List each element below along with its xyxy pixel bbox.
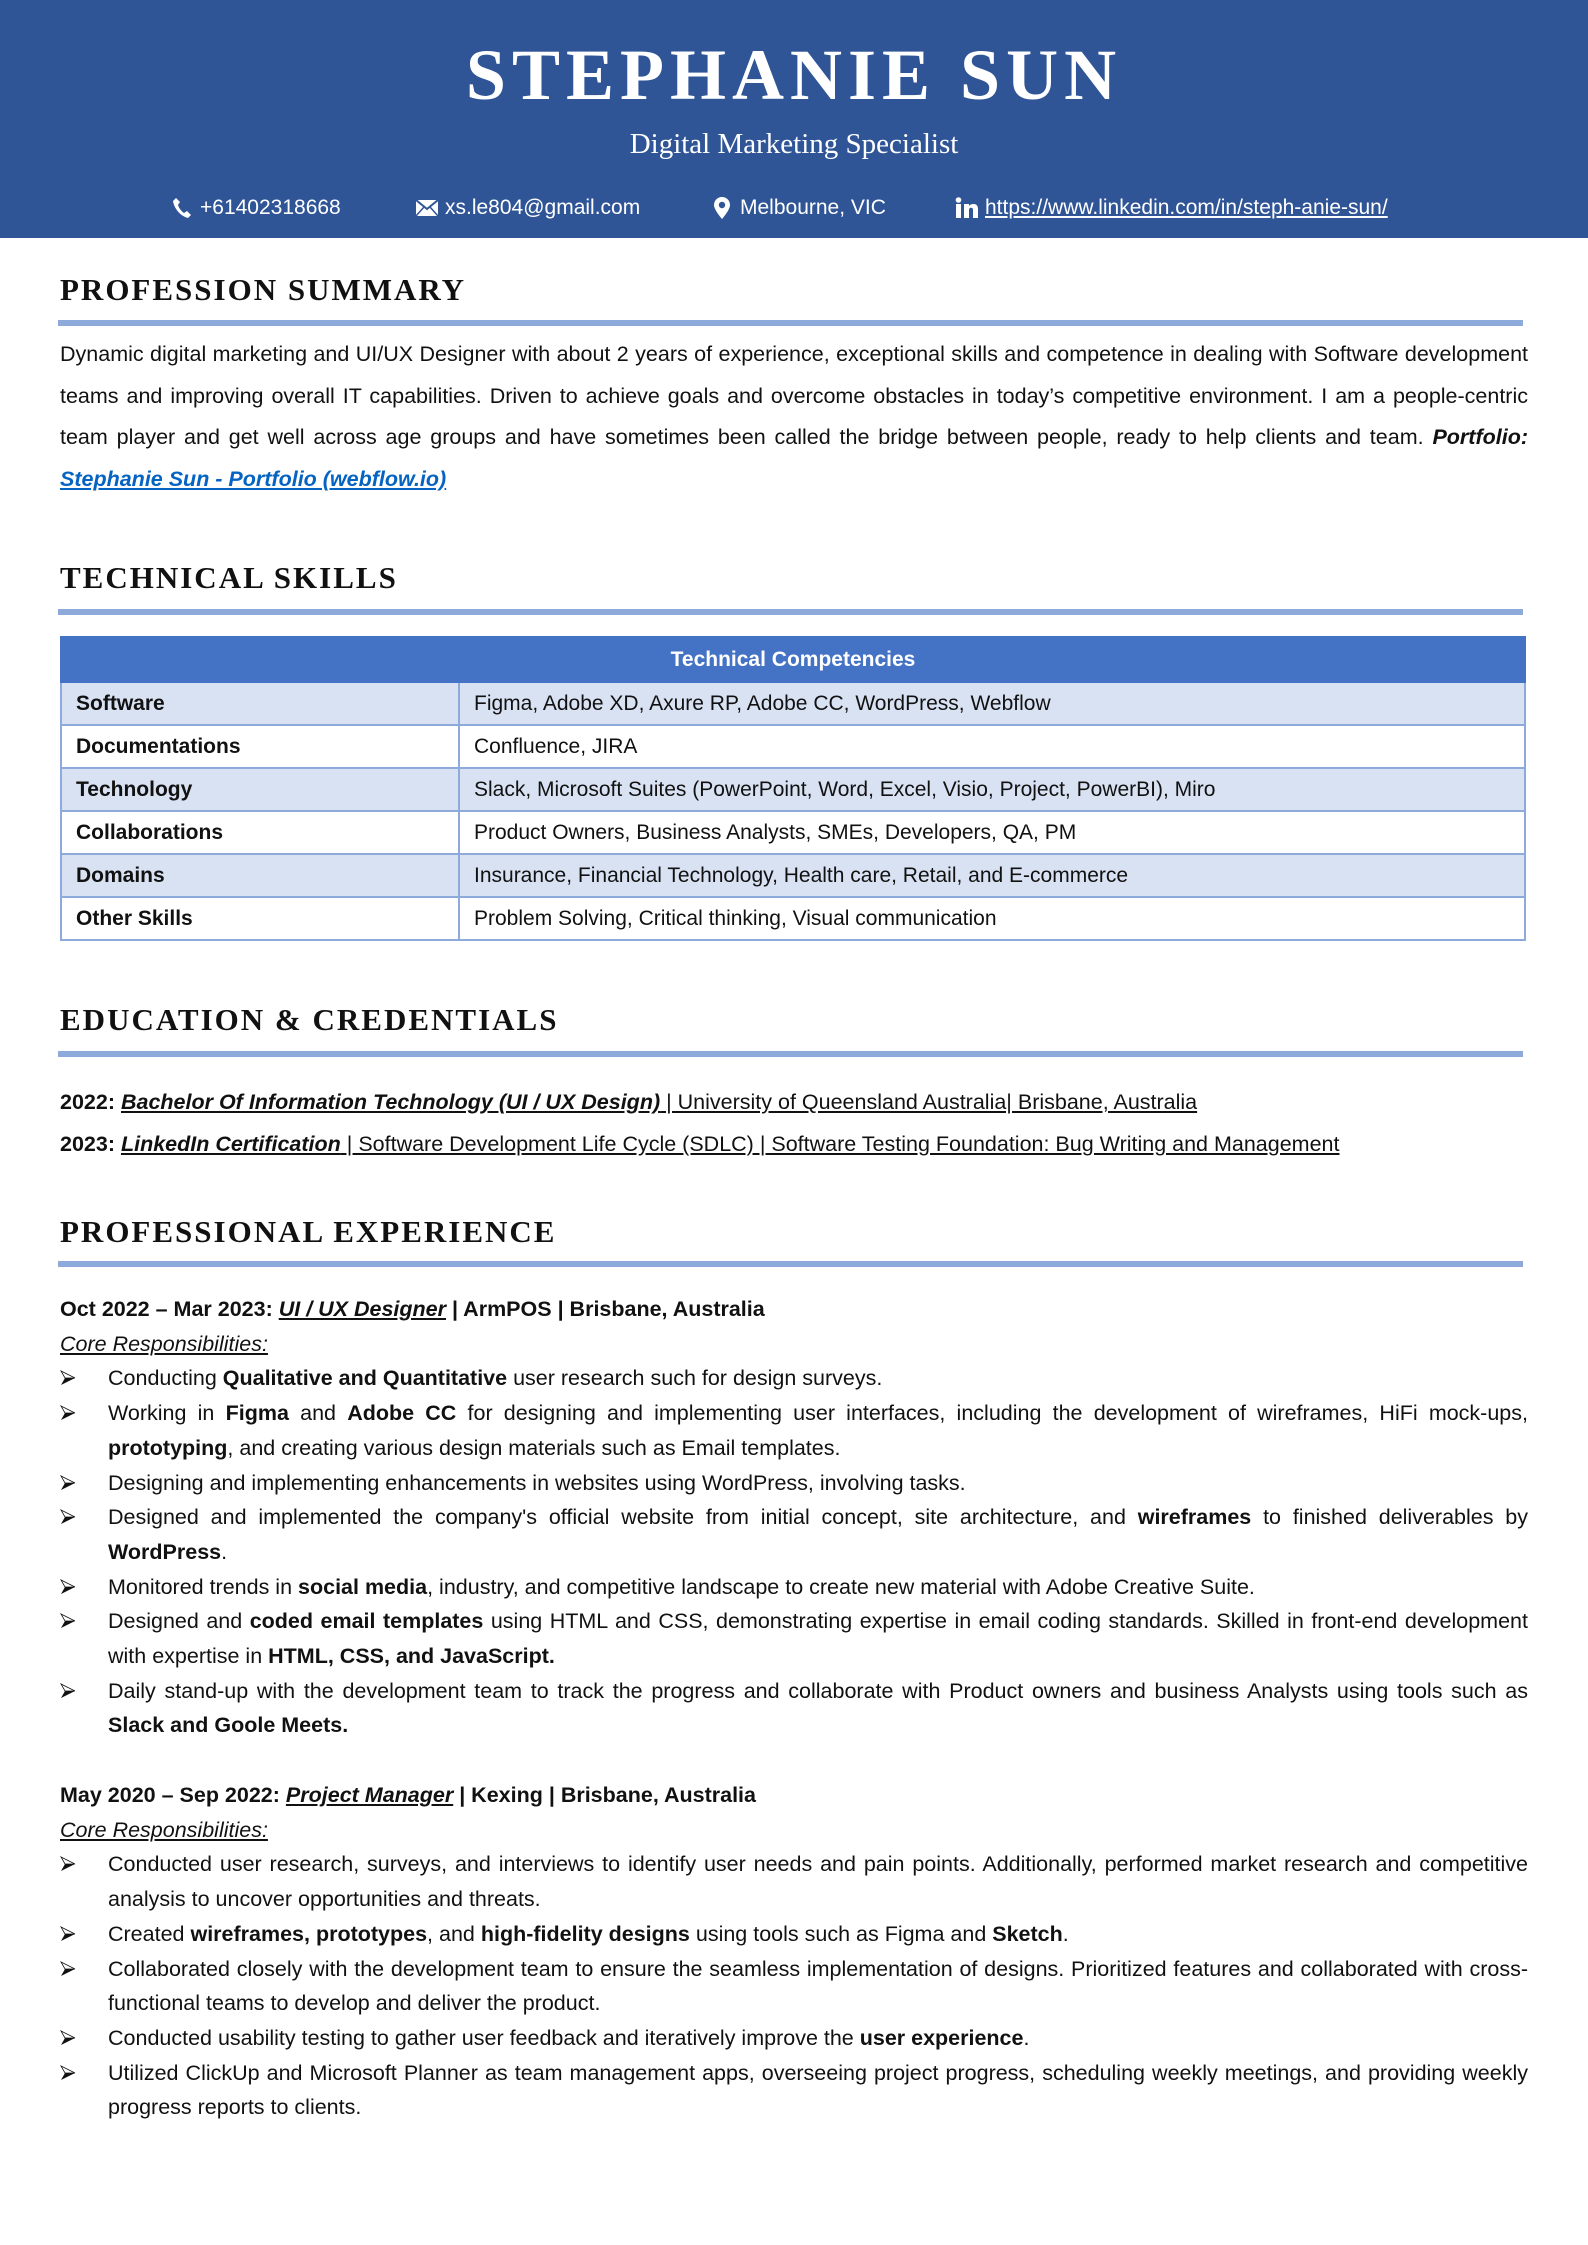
skill-category: Domains [61,854,459,897]
responsibility-item: Designing and implementing enhancements in websites using WordPress, involving tasks. [60,1466,1528,1501]
contact-location [710,190,886,226]
skill-value: Insurance, Financial Technology, Health care, Retail, and E-commerce [459,854,1525,897]
section-divider [58,1051,1523,1057]
skill-category: Technology [61,768,459,811]
responsibility-item: Created wireframes, prototypes, and high-fidelity designs using tools such as Figma and Sketch. [60,1917,1528,1952]
phone-number: +61402318668 [200,196,341,219]
arrow-bullet-icon [60,1847,80,1881]
table-row [61,768,1525,811]
table-row [61,854,1525,897]
table-row [61,725,1525,768]
education-year: 2022: [60,1090,115,1114]
section-title-education: EDUCATION & CREDENTIALS [60,1002,559,1037]
job-company-location: | ArmPOS | Brisbane, Australia [451,1297,765,1321]
job-title-line [60,1292,1528,1327]
candidate-title: Digital Marketing Specialist [629,128,959,160]
skill-category: Collaborations [61,811,459,854]
arrow-bullet-icon [60,1917,80,1951]
job-dates: Oct 2022 – Mar 2023: [60,1297,273,1321]
linkedin-icon [955,196,979,220]
job-entry [60,1292,1528,1743]
responsibility-item: Conducting Qualitative and Quantitative user research such for design surveys. [60,1361,1528,1396]
responsibility-item: Utilized ClickUp and Microsoft Planner as team management apps, overseeing project progress, scheduling weekly meetings, and providing weekly progress reports to clients. [60,2056,1528,2125]
section-divider [58,1261,1523,1267]
job-title-line [60,1778,1528,1813]
job-role: UI / UX Designer [278,1297,446,1321]
phone-icon [170,196,194,220]
location-text: Melbourne, VIC [740,196,886,219]
responsibility-item: Designed and implemented the company's official website from initial concept, site architecture, and wireframes to finished deliverables by WordPress. [60,1500,1528,1569]
education-item [60,1123,1339,1165]
section-divider [58,320,1523,326]
arrow-bullet-icon [60,2021,80,2055]
job-entry [60,1778,1528,2125]
arrow-bullet-icon [60,1466,80,1500]
responsibility-item: Conducted user research, surveys, and interviews to identify user needs and pain points. Additionally, performed market research and competitive analysis to uncover opportunities and threats. [60,1847,1528,1916]
education-institution: | University of Queensland Australia| Brisbane, Australia [660,1090,1198,1114]
resume-header [0,0,1588,238]
arrow-bullet-icon [60,1604,80,1638]
arrow-bullet-icon [60,1674,80,1708]
responsibility-item: Working in Figma and Adobe CC for designing and implementing user interfaces, including the development of wireframes, HiFi mock-ups, prototyping, and creating various design materials such as Email templates. [60,1396,1528,1465]
skill-category: Other Skills [61,897,459,940]
job-company-location: | Kexing | Brisbane, Australia [459,1783,756,1807]
linkedin-link[interactable]: https://www.linkedin.com/in/steph-anie-sun/ [985,196,1388,219]
education-degree: LinkedIn Certification [120,1132,341,1156]
education-institution: | Software Development Life Cycle (SDLC) | Software Testing Foundation: Bug Writing and Management [340,1132,1340,1156]
summary-text: Dynamic digital marketing and UI/UX Designer with about 2 years of experience, exceptional skills and competence in dealing with Software development teams and improving overall IT capabilities. Driven to achieve goals and overcome obstacles in today’s competitive environment. I am a people-centric team player and get well across age groups and have sometimes been called the bridge between people, ready to help clients and team. [60,342,1528,450]
core-responsibilities-label: Core Responsibilities: [60,1331,268,1356]
responsibility-item: Collaborated closely with the development team to ensure the seamless implementation of designs. Prioritized features and collaborated with cross-functional teams to develop and deliver the product. [60,1952,1528,2021]
table-row [61,682,1525,725]
skill-value: Slack, Microsoft Suites (PowerPoint, Word, Excel, Visio, Project, PowerBI), Miro [459,768,1525,811]
job-role: Project Manager [285,1783,454,1807]
skills-table [60,636,1526,941]
skill-category: Documentations [61,725,459,768]
skill-value: Product Owners, Business Analysts, SMEs, Developers, QA, PM [459,811,1525,854]
candidate-name: STEPHANIE SUN [465,35,1123,115]
core-responsibilities-label: Core Responsibilities: [60,1817,268,1842]
education-year: 2023: [60,1132,115,1156]
section-title-summary: PROFESSION SUMMARY [60,272,467,307]
responsibility-item: Daily stand-up with the development team to track the progress and collaborate with Product owners and business Analysts using tools such as Slack and Goole Meets. [60,1674,1528,1743]
skill-value: Figma, Adobe XD, Axure RP, Adobe CC, WordPress, Webflow [459,682,1525,725]
arrow-bullet-icon [60,1500,80,1534]
responsibility-list [60,1847,1528,2125]
table-row [61,897,1525,940]
skill-value: Confluence, JIRA [459,725,1525,768]
contact-email [415,190,640,226]
section-title-experience: PROFESSIONAL EXPERIENCE [60,1214,557,1249]
portfolio-link[interactable]: Stephanie Sun - Portfolio (webflow.io) [60,466,447,491]
arrow-bullet-icon [60,1396,80,1430]
envelope-icon [415,196,439,220]
skill-value: Problem Solving, Critical thinking, Visual communication [459,897,1525,940]
email-address: xs.le804@gmail.com [445,196,641,219]
arrow-bullet-icon [60,2056,80,2090]
skills-table-header: Technical Competencies [61,637,1525,682]
section-title-skills: TECHNICAL SKILLS [60,560,398,595]
section-divider [58,609,1523,615]
job-dates: May 2020 – Sep 2022: [60,1783,280,1807]
arrow-bullet-icon [60,1952,80,1986]
arrow-bullet-icon [60,1361,80,1395]
responsibility-item: Designed and coded email templates using HTML and CSS, demonstrating expertise in email coding standards. Skilled in front-end development with expertise in HTML, CSS, and JavaScript. [60,1604,1528,1673]
responsibility-item: Monitored trends in social media, industry, and competitive landscape to create new material with Adobe Creative Suite. [60,1570,1528,1605]
summary-paragraph [60,334,1528,500]
arrow-bullet-icon [60,1570,80,1604]
responsibility-list [60,1361,1528,1743]
education-item [60,1081,1197,1123]
education-degree: Bachelor Of Information Technology (UI / UX Design) [120,1090,661,1114]
responsibility-item: Conducted usability testing to gather user feedback and iteratively improve the user experience. [60,2021,1528,2056]
skill-category: Software [61,682,459,725]
contact-linkedin [955,190,1388,226]
portfolio-label: Portfolio: [1432,425,1528,450]
map-pin-icon [710,196,734,220]
table-row [61,811,1525,854]
contact-phone [170,190,341,226]
